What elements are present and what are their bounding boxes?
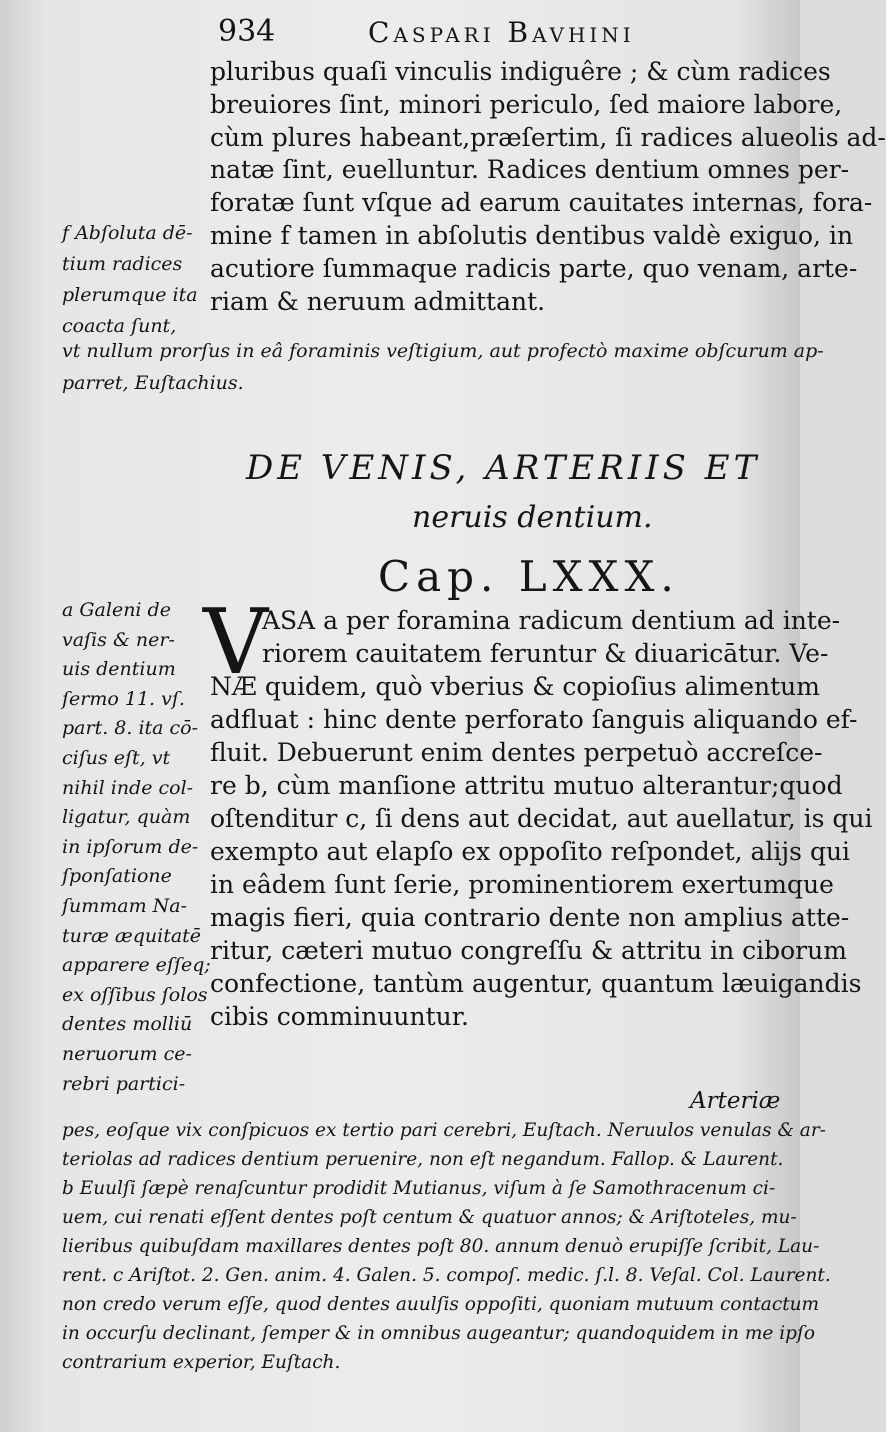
footnote-line: lieribus quibuſdam maxillares dentes poſt 80. annum denuò erupiſſe ſcribit, Lau- <box>62 1236 820 1257</box>
margin-note-line: ſummam Na- <box>62 894 188 917</box>
margin-note-line: vaſis & ner- <box>62 628 175 651</box>
footnote-line: contrarium experior, Euſtach. <box>62 1352 341 1373</box>
margin-note-line: nihil inde col- <box>62 776 194 799</box>
main-text-section-2-indented <box>262 604 841 670</box>
text-line: foratæ ſunt vſque ad earum cauitates internas, fora- <box>210 188 873 218</box>
text-line: adfluat : hinc dente perforato ſanguis aliquando ef- <box>210 705 858 734</box>
footnote-line: teriolas ad radices dentium peruenire, non eſt negandum. Fallop. & Laurent. <box>62 1149 784 1170</box>
footnote-line: pes, eoſque vix conſpicuos ex tertio pari cerebri, Euſtach. Neruulos venulas & ar- <box>62 1120 826 1141</box>
text-line: magis fieri, quia contrario dente non amplius atte- <box>210 903 850 932</box>
chapter-number: Cap. LXXX. <box>378 552 680 601</box>
margin-note-line: dentes molliū <box>62 1013 193 1036</box>
text-line: acutiore ſummaque radicis parte, quo venam, arte- <box>210 253 858 283</box>
page-number: 934 <box>218 14 276 49</box>
text-line: riam & neruum admittant. <box>210 286 546 316</box>
margin-note-line: rebri partici- <box>62 1072 186 1095</box>
margin-note-line: ſermo 11. vſ. <box>62 687 185 710</box>
note-continuation-line: parret, Euſtachius. <box>62 372 244 394</box>
main-text-section-2 <box>210 670 873 1033</box>
margin-note-line: ſponſatione <box>62 865 172 888</box>
footnotes <box>62 1116 831 1377</box>
text-line: oſtenditur c, ſi dens aut decidat, aut auellatur, is qui <box>210 804 873 833</box>
margin-note-f <box>62 218 210 342</box>
text-line: cibis comminuuntur. <box>210 1002 469 1031</box>
text-line: ASA a per foramina radicum dentium ad inte- <box>262 606 841 635</box>
text-line: riorem cauitatem feruntur & diuaricātur. Ve- <box>262 639 829 668</box>
text-line: fluit. Debuerunt enim dentes perpetuò accreſce- <box>210 738 823 767</box>
margin-note-line: ex oſſibus ſolos <box>62 983 208 1006</box>
margin-note-line: plerumque ita <box>62 284 198 306</box>
margin-note-line: tium radices <box>62 253 183 275</box>
text-line: confectione, tantùm augentur, quantum læuigandis <box>210 969 862 998</box>
margin-note-line: in ipſorum de- <box>62 835 199 858</box>
margin-note-line: ciſus eſt, vt <box>62 746 171 769</box>
margin-note-line: f Abſoluta dē- <box>62 222 193 244</box>
margin-note-line: part. 8. ita cō- <box>62 717 199 740</box>
drop-cap: V <box>203 590 268 695</box>
text-line: mine f tamen in abſolutis dentibus valdè exiguo, in <box>210 220 854 250</box>
main-text-section-1 <box>210 56 886 318</box>
footnote-line: non credo verum eſſe, quod dentes auulſis oppoſiti, quoniam mutuum contactum <box>62 1294 820 1315</box>
margin-note-line: neruorum ce- <box>62 1042 192 1065</box>
footnote-line: b Euulſi ſæpè renaſcuntur prodidit Mutianus, viſum à ſe Samothracenum ci- <box>62 1178 776 1199</box>
text-line: NÆ quidem, quò vberius & copioſius alimentum <box>210 672 820 701</box>
footnote-line: uem, cui renati eſſent dentes poſt centum & quatuor annos; & Ariſtoteles, mu- <box>62 1207 797 1228</box>
text-line: breuiores ſint, minori periculo, ſed maiore labore, <box>210 89 843 119</box>
margin-note-line: a Galeni de <box>62 599 171 621</box>
text-line: pluribus quaſi vinculis indiguêre ; & cùm radices <box>210 57 831 86</box>
margin-note-line: coacta ſunt, <box>62 315 177 337</box>
text-line: ritur, cæteri mutuo congreſſu & attritu in ciborum <box>210 936 847 965</box>
footnote-line: rent. c Ariſtot. 2. Gen. anim. 4. Galen. 5. compoſ. medic. ſ.l. 8. Veſal. Col. Laurent. <box>62 1265 831 1286</box>
margin-note-line: apparere eſſeq; <box>62 954 211 977</box>
margin-note-line: turæ æquitatē <box>62 924 202 947</box>
chapter-title: DE VENIS, ARTERIIS ET <box>246 448 761 488</box>
margin-note-a <box>62 596 210 1099</box>
running-head: Caspari Bavhini <box>368 16 635 49</box>
page-header <box>218 14 788 54</box>
margin-note-line: ligatur, quàm <box>62 806 191 829</box>
text-line: cùm plures habeant,præſertim, ſi radices alueolis ad- <box>210 122 886 152</box>
text-line: exempto aut elapſo ex oppoſito reſpondet, alijs qui <box>210 837 851 866</box>
text-line: natæ ſint, euelluntur. Radices dentium omnes per- <box>210 155 850 185</box>
margin-note-line: uis dentium <box>62 658 176 681</box>
catchword: Arteriæ <box>690 1088 781 1114</box>
footnote-line: in occurſu declinant, ſemper & in omnibus augeantur; quandoquidem in me ipſo <box>62 1323 815 1344</box>
chapter-subtitle: neruis dentium. <box>412 500 653 535</box>
text-line: re b, cùm manſione attritu mutuo alterantur;quod <box>210 771 843 800</box>
text-line: in eâdem ſunt ſerie, prominentiorem exertumque <box>210 870 834 899</box>
note-continuation-line: vt nullum prorſus in eâ foraminis veſtigium, aut profectò maxime obſcurum ap- <box>62 340 824 362</box>
